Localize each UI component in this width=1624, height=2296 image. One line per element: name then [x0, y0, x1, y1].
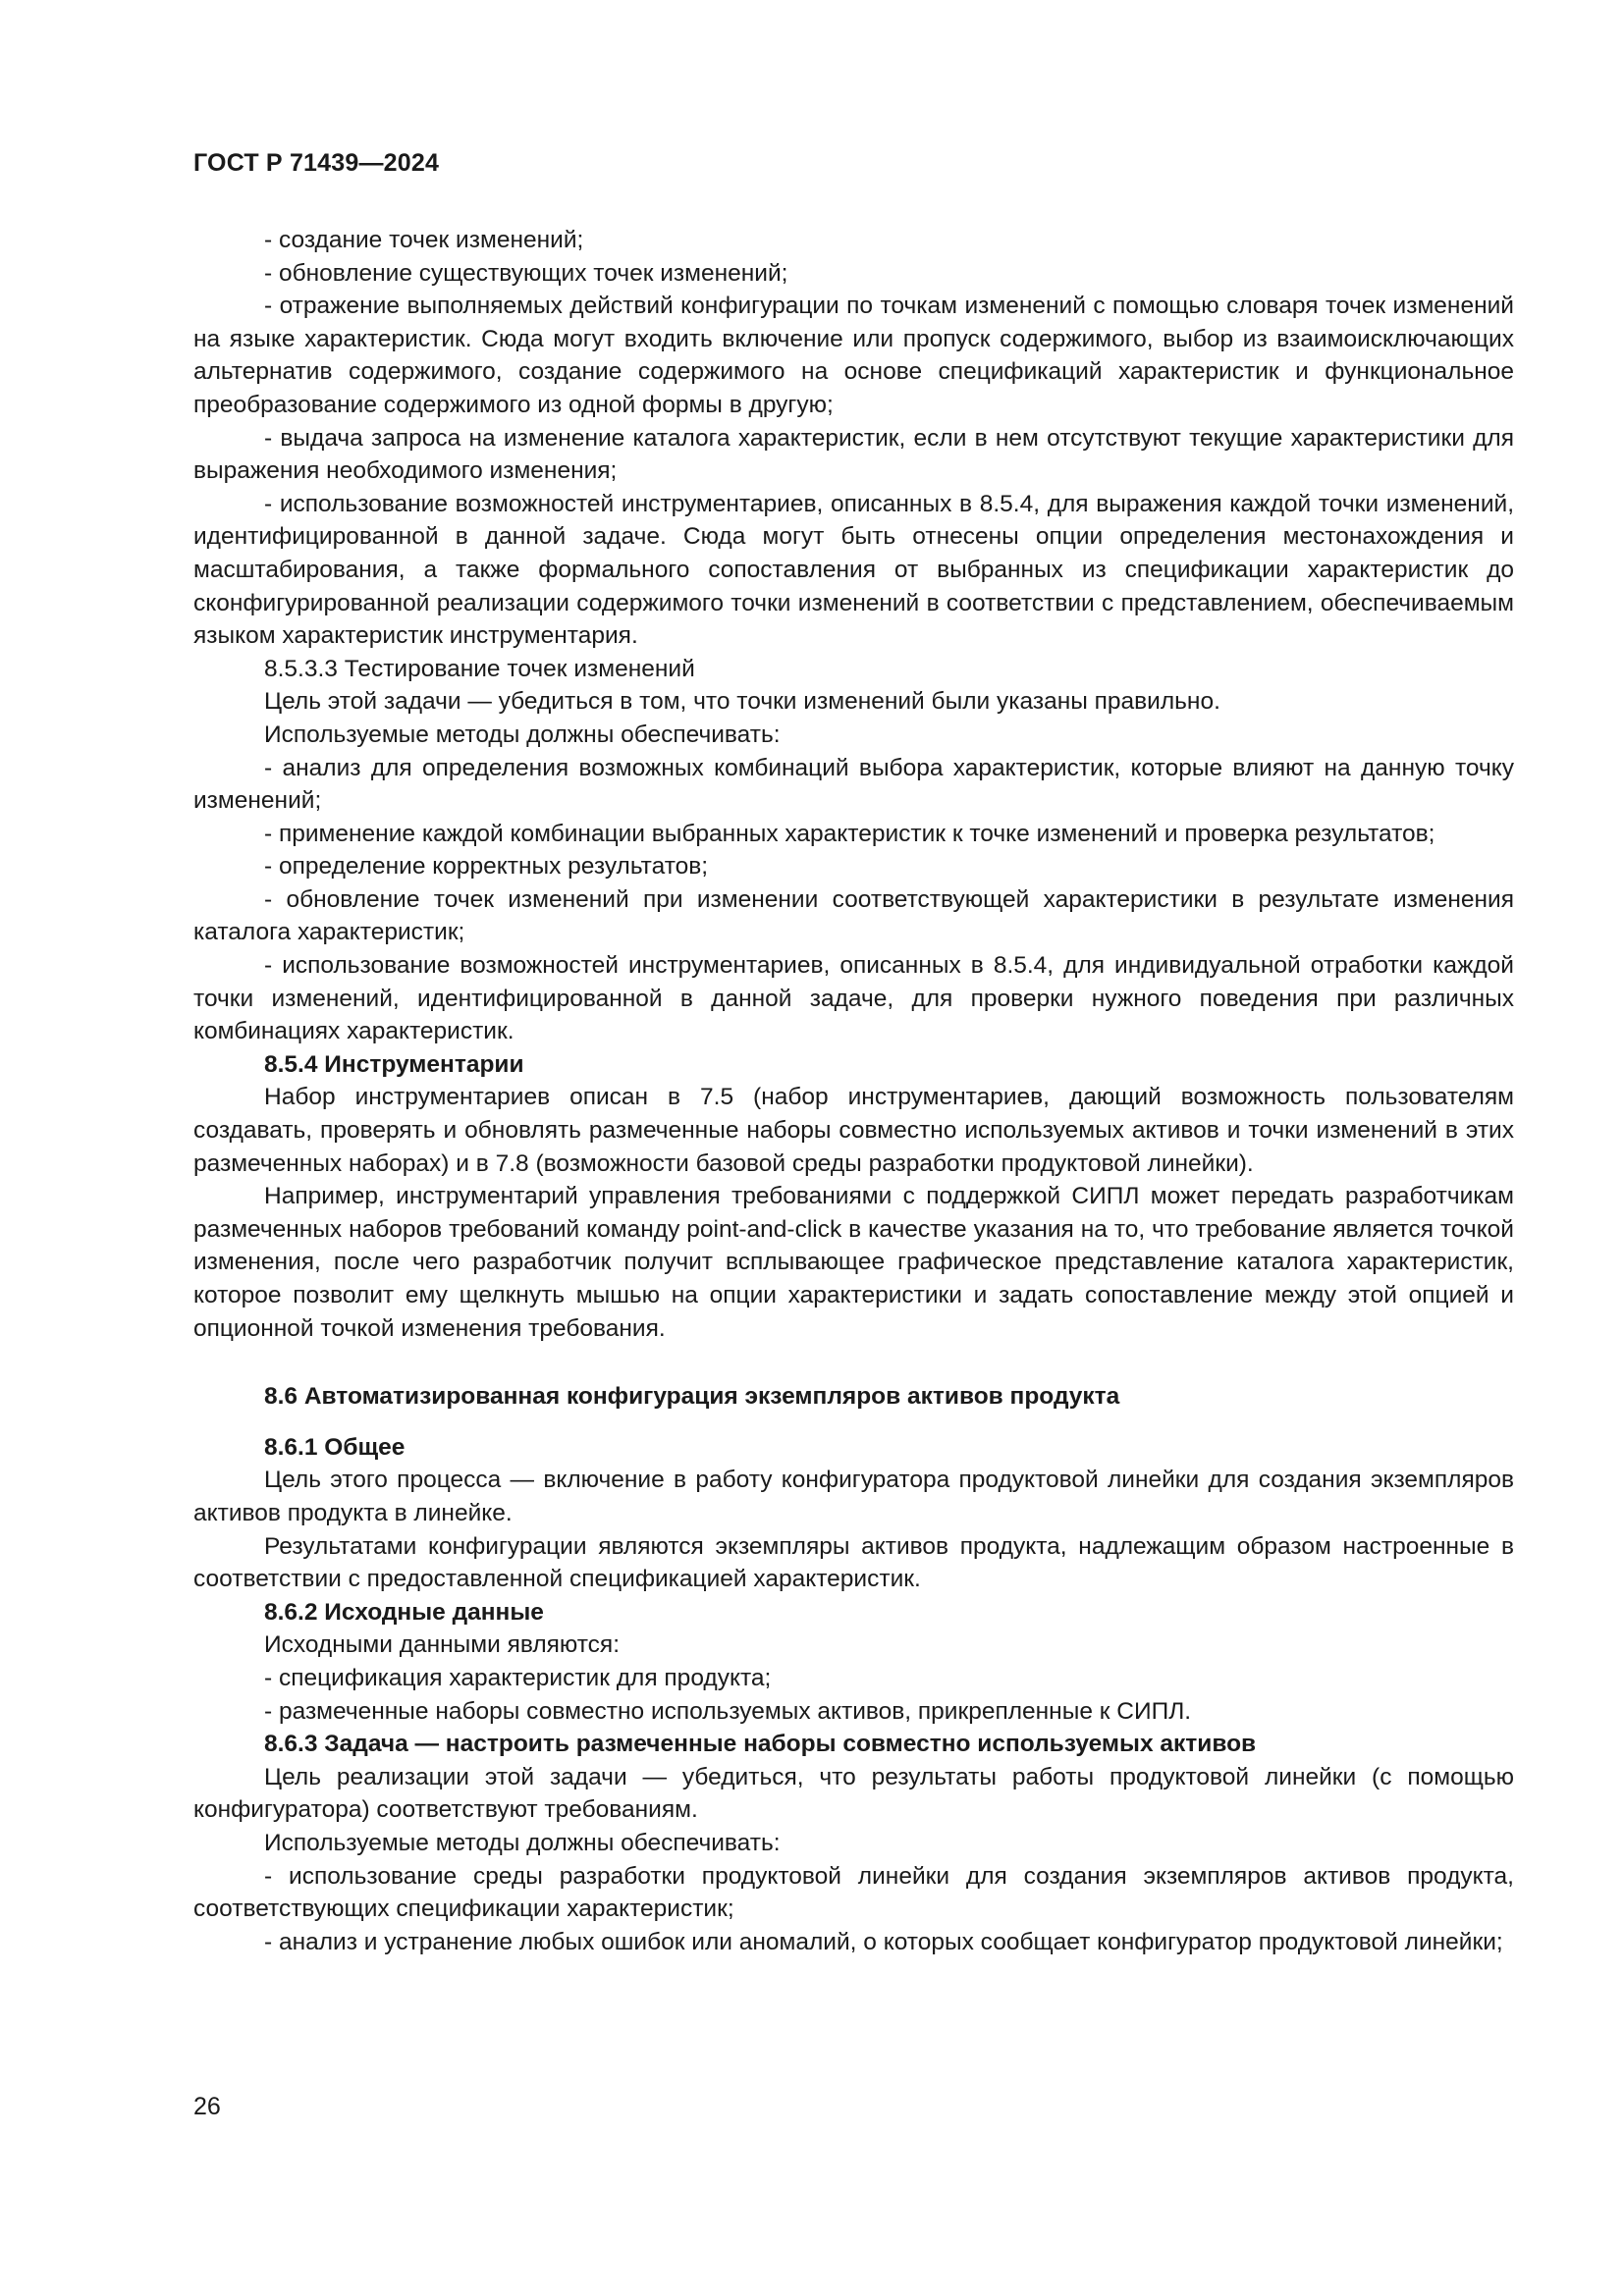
- list-item: - анализ и устранение любых ошибок или аномалий, о которых сообщает конфигуратор продуктовой линейки;: [264, 1928, 1503, 1955]
- list-item: - анализ для определения возможных комбинаций выбора характеристик, которые влияют на данную точку изменений;: [193, 754, 1514, 815]
- paragraph: Цель этой задачи — убедиться в том, что точки изменений были указаны правильно.: [264, 688, 1220, 716]
- paragraph: Результатами конфигурации являются экземпляры активов продукта, надлежащим образом настроенные в соответствии с предоставленной спецификацией характеристик.: [193, 1532, 1514, 1593]
- paragraph: Цель этого процесса — включение в работу конфигуратора продуктовой линейки для создания экземпляров активов продукта в линейке.: [193, 1467, 1514, 1526]
- paragraph: Набор инструментариев описан в 7.5 (набор инструментариев, дающий возможность пользователям создавать, проверять и обновлять размеченные наборы совместно используемых активов и точки изменений в этих размеченных наборах) и в 7.8 (возможности базовой среды разработки продуктовой линейки).: [193, 1084, 1514, 1177]
- section-heading-8-6-1: 8.6.1 Общее: [264, 1433, 406, 1461]
- list-item: - применение каждой комбинации выбранных характеристик к точке изменений и проверка результатов;: [264, 820, 1435, 847]
- section-heading-8-6-3: 8.6.3 Задача — настроить размеченные наборы совместно используемых активов: [264, 1731, 1257, 1758]
- list-item: - создание точек изменений;: [264, 227, 584, 253]
- list-item: - отражение выполняемых действий конфигурации по точкам изменений с помощью словаря точек изменений на языке характеристик. Сюда могут входить включение или пропуск содержимого, выбор из взаимоисключающих альтернатив содержимого, создание содержимого на основе спецификаций характеристик и функциональное преобразование содержимого из одной формы в другую;: [193, 293, 1514, 418]
- list-item: - использование возможностей инструментариев, описанных в 8.5.4, для выражения каждой точки изменений, идентифицированной в данной задаче. Сюда могут быть отнесены опции определения местонахождения и масштабирования, а также формального сопоставления от выбранных из спецификации характеристик до сконфигурированной реализации содержимого точки изменений в соответствии с представлением, обеспечиваемым языком характеристик инструментария.: [193, 490, 1514, 650]
- page-number: 26: [193, 2093, 221, 2120]
- list-item: - использование возможностей инструментариев, описанных в 8.5.4, для индивидуальной отработки каждой точки изменений, идентифицированной в данной задаче, для проверки нужного поведения при различных комбинациях характеристик.: [193, 952, 1514, 1045]
- list-item: - обновление существующих точек изменений;: [264, 259, 788, 287]
- paragraph: Например, инструментарий управления требованиями с поддержкой СИПЛ может передать разработчикам размеченных наборов требований команду point-and-click в качестве указания на то, что требование является точкой изменения, после чего разработчик получит всплывающее графическое представление каталога характеристик, которое позволит ему щелкнуть мышью на опции характеристики и задать сопоставление между этой опцией и опционной точкой изменения требования.: [193, 1183, 1514, 1342]
- document-body: [193, 224, 1514, 1958]
- paragraph: Исходными данными являются:: [264, 1631, 621, 1659]
- list-item: - выдача запроса на изменение каталога характеристик, если в нем отсутствуют текущие характеристики для выражения необходимого изменения;: [193, 424, 1514, 485]
- list-item: - обновление точек изменений при изменении соответствующей характеристики в результате изменения каталога характеристик;: [193, 885, 1514, 946]
- section-heading-8-6: 8.6 Автоматизированная конфигурация экземпляров активов продукта: [264, 1383, 1120, 1411]
- paragraph: Используемые методы должны обеспечивать:: [264, 1829, 781, 1856]
- subsection-title: 8.5.3.3 Тестирование точек изменений: [264, 655, 695, 682]
- section-heading-8-5-4: 8.5.4 Инструментарии: [264, 1050, 524, 1078]
- list-item: - использование среды разработки продуктовой линейки для создания экземпляров активов продукта, соответствующих спецификации характеристик;: [193, 1862, 1514, 1923]
- document-code-header: ГОСТ Р 71439—2024: [193, 149, 440, 177]
- list-item: - определение корректных результатов;: [264, 853, 709, 881]
- section-heading-8-6-2: 8.6.2 Исходные данные: [264, 1598, 544, 1626]
- paragraph: Цель реализации этой задачи — убедиться, что результаты работы продуктовой линейки (с помощью конфигуратора) соответствуют требованиям.: [193, 1763, 1514, 1824]
- list-item: - размеченные наборы совместно используемых активов, прикрепленные к СИПЛ.: [264, 1697, 1192, 1725]
- paragraph: Используемые методы должны обеспечивать:: [264, 721, 781, 748]
- list-item: - спецификация характеристик для продукта;: [264, 1664, 772, 1691]
